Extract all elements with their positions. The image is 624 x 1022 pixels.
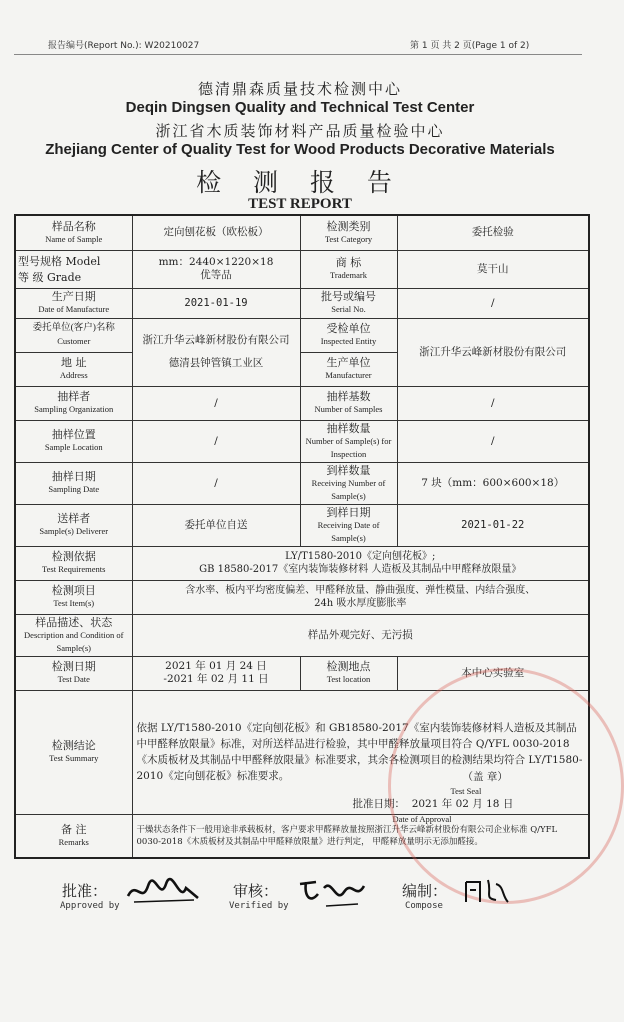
report-title-en: TEST REPORT: [248, 196, 352, 212]
manufacture-date-value: 2021-01-19: [132, 288, 300, 318]
zhejiang-title-cn: 浙江省木质装饰材料产品质量检验中心: [155, 122, 445, 140]
remarks-value: 干燥状态条件下一般用途非承载板材，客户要求甲醛释放量按照浙江升华云峰新材股份有限公司企业标准 Q/YFL 0030-2018《木质板材及其制品中甲醛释放限量》进行判定， 甲醛释放量明示无添加醛接。: [132, 814, 589, 858]
label-cell: 检测结论 Test Summary: [15, 690, 132, 814]
sampling-org-value: /: [132, 386, 300, 420]
label-cell: 抽样基数 Number of Samples: [300, 386, 397, 420]
trademark-value: 莫干山: [397, 250, 589, 288]
sampling-date-value: /: [132, 462, 300, 504]
label-cell: 商 标 Trademark: [300, 250, 397, 288]
sample-name-value: 定向刨花板（欧松板）: [132, 215, 300, 250]
compose-label-en: Compose: [405, 901, 443, 911]
page-indicator: 第 1 页 共 2 页(Page 1 of 2): [410, 41, 530, 51]
report-title-cn: 检 测 报 告: [196, 168, 404, 197]
manufacturer-value: 浙江升华云峰新材股份有限公司: [397, 318, 589, 386]
approval-date: 批准日期： 2021 年 02 月 18 日: [352, 797, 514, 810]
table-row: [15, 288, 589, 318]
label-cell: 到样数量 Receiving Number of Sample(s): [300, 462, 397, 504]
serial-value: /: [397, 288, 589, 318]
label-cell: 送样者 Sample(s) Deliverer: [15, 504, 132, 546]
verified-label: 审核：: [233, 882, 279, 900]
label-cell: 委托单位(客户)名称 Customer: [15, 318, 132, 352]
table-row: [15, 614, 589, 656]
compose-label: 编制：: [402, 882, 448, 900]
label-cell: 批号或编号 Serial No.: [300, 288, 397, 318]
sample-location-value: /: [132, 420, 300, 462]
test-date-value: 2021 年 01 月 24 日 -2021 年 02 月 11 日: [132, 656, 300, 690]
label-cell: 抽样位置 Sample Location: [15, 420, 132, 462]
table-row: [15, 318, 589, 352]
label-cell: 检测日期 Test Date: [15, 656, 132, 690]
customer-value: 浙江升华云峰新材股份有限公司: [142, 334, 290, 346]
summary-text: 依据 LY/T1580-2010《定向刨花板》和 GB18580-2017《室内装饰装修材料人造板及其制品中甲醛释放限量》标准，对所送样品进行检验，其中甲醛释放量项目符合 Q/YFL 0030-2018《木质板材及其制品中甲醛释放限量》标准要求，其余各检测项目的检测结果均符合 LY/T1580-2010《定向刨花板》标准要求。: [136, 722, 583, 782]
header-divider: [14, 54, 582, 55]
table-row: [15, 504, 589, 546]
compose-signature: [462, 874, 512, 908]
zhejiang-title-en: Zhejiang Center of Quality Test for Wood Products Decorative Materials: [45, 141, 555, 158]
test-items-value: 含水率、板内平均密度偏差、甲醛释放量、静曲强度、弹性模量、内结合强度、 24h 吸水厚度膨胀率: [132, 580, 589, 614]
num-samples-value: /: [397, 386, 589, 420]
seal-label-en: Test Seal: [450, 785, 482, 796]
receiving-date-value: 2021-01-22: [397, 504, 589, 546]
verified-signature: [296, 874, 370, 912]
label-cell: 受检单位 Inspected Entity: [300, 318, 397, 352]
description-value: 样品外观完好、无污损: [132, 614, 589, 656]
center-title-cn: 德清鼎森质量技术检测中心: [197, 80, 402, 98]
label-cell: 检测地点 Test location: [300, 656, 397, 690]
label-cell: 样品名称 Name of Sample: [15, 215, 132, 250]
table-row: [15, 546, 589, 580]
approval-date-en: Date of Approval: [392, 813, 452, 824]
table-row: [15, 580, 589, 614]
approved-signature: [124, 874, 204, 910]
test-location-value: 本中心实验室: [397, 656, 589, 690]
center-title-en: Deqin Dingsen Quality and Technical Test Center: [125, 99, 475, 116]
label-cell: 型号规格 Model 等 级 Grade: [15, 250, 132, 288]
table-row: [15, 215, 589, 250]
label-cell: 抽样日期 Sampling Date: [15, 462, 132, 504]
label-cell: 抽样数量 Number of Sample(s) for Inspection: [300, 420, 397, 462]
label-cell: 到样日期 Receiving Date of Sample(s): [300, 504, 397, 546]
table-row: [15, 420, 589, 462]
table-row: [15, 386, 589, 420]
deliverer-value: 委托单位自送: [132, 504, 300, 546]
label-cell: 地 址 Address: [15, 352, 132, 386]
label-cell: 抽样者 Sampling Organization: [15, 386, 132, 420]
requirements-value: LY/T1580-2010《定向刨花板》; GB 18580-2017《室内装饰装修材料 人造板及其制品中甲醛释放限量》: [132, 546, 589, 580]
label-cell: 样品描述、状态 Description and Condition of Sample(s): [15, 614, 132, 656]
label-cell: 检测项目 Test Item(s): [15, 580, 132, 614]
official-seal: [388, 668, 624, 904]
receiving-number-value: 7 块（mm：600×600×18）: [397, 462, 589, 504]
label-cell: 检测类别 Test Category: [300, 215, 397, 250]
approved-label: 批准：: [62, 882, 108, 900]
approved-label-en: Approved by: [60, 901, 120, 911]
model-value: mm：2440×1220×18 优等品: [132, 250, 300, 288]
label-cell: 生产日期 Date of Manufacture: [15, 288, 132, 318]
num-inspection-value: /: [397, 420, 589, 462]
table-row: [15, 462, 589, 504]
test-category-value: 委托检验: [397, 215, 589, 250]
label-cell: 生产单位 Manufacturer: [300, 352, 397, 386]
table-row: [15, 250, 589, 288]
seal-label: （盖 章）: [462, 770, 508, 783]
label-cell: 备 注 Remarks: [15, 814, 132, 858]
label-cell: 检测依据 Test Requirements: [15, 546, 132, 580]
report-number: 报告编号(Report No.): W20210027: [48, 41, 200, 51]
customer-address-cell: [132, 318, 300, 386]
verified-label-en: Verified by: [229, 901, 289, 911]
address-value: 德清县钟管镇工业区: [168, 357, 264, 369]
